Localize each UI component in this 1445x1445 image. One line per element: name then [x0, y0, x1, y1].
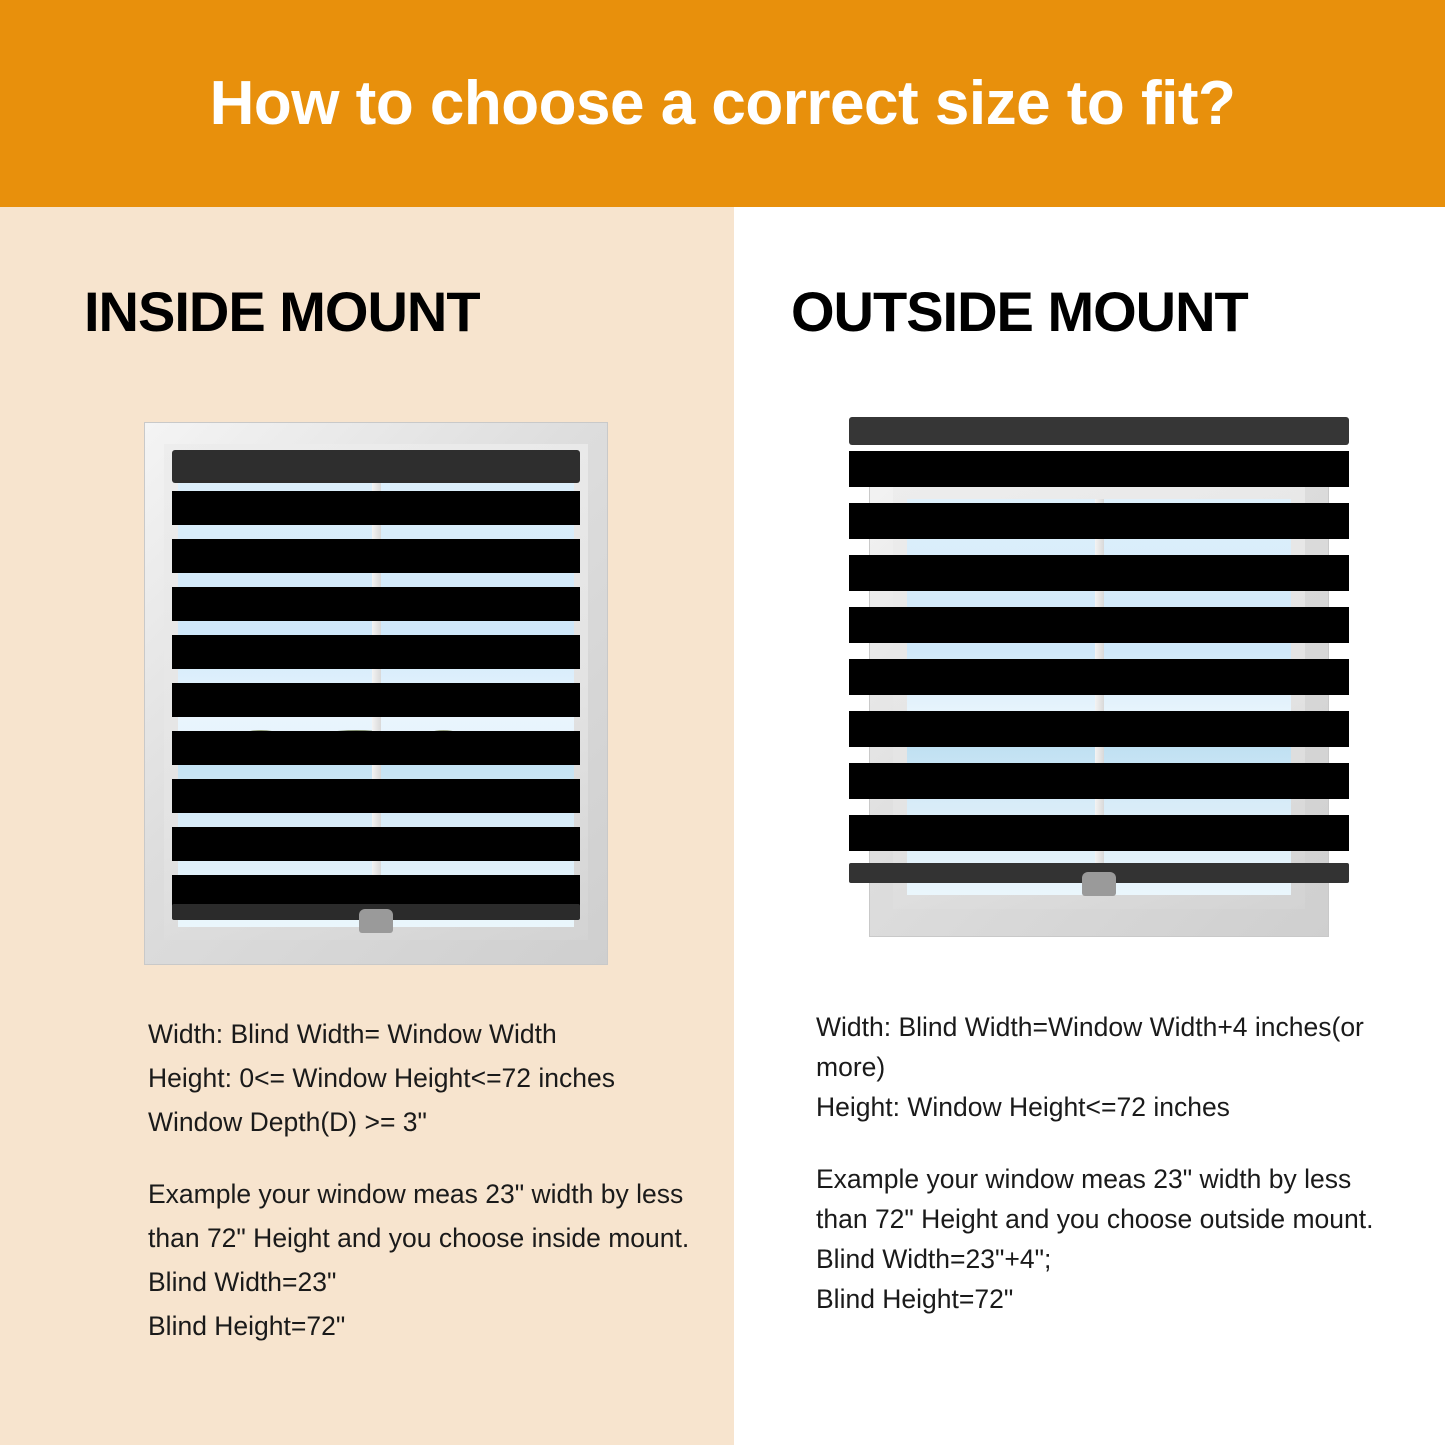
- blind-slat: [849, 451, 1349, 487]
- spec-line: Width: Blind Width=Window Width+4 inches(or more): [816, 1012, 1364, 1082]
- blind-bottom-rail: [849, 863, 1349, 883]
- panels-container: [0, 207, 1445, 1445]
- example-line: Blind Width=23"+4";: [816, 1244, 1052, 1274]
- example-line: Example your window meas 23" width by less than 72" Height and you choose outside mount.: [816, 1164, 1374, 1234]
- header-banner: [0, 0, 1445, 207]
- blind-slat: [849, 555, 1349, 591]
- panel-outside-mount: [734, 207, 1445, 1445]
- spacer: [148, 1144, 708, 1172]
- specs-inside-mount: [148, 1012, 708, 1348]
- panel-title-inside-mount: INSIDE MOUNT: [84, 280, 480, 343]
- blind-slat: [849, 815, 1349, 851]
- spec-line: Height: 0<= Window Height<=72 inches: [148, 1063, 615, 1093]
- blind-valance: [172, 450, 580, 483]
- spec-line: Width: Blind Width= Window Width: [148, 1019, 557, 1049]
- blind-slat: [849, 607, 1349, 643]
- blind-slats: [849, 445, 1349, 857]
- spec-line: Window Depth(D) >= 3": [148, 1107, 427, 1137]
- blind-slat: [849, 503, 1349, 539]
- window-illustration-inside-mount: [144, 422, 608, 965]
- zebra-blind-inside: [172, 450, 580, 920]
- blind-pull-handle: [359, 909, 393, 933]
- blind-slat: [849, 763, 1349, 799]
- blind-slat: [849, 711, 1349, 747]
- example-line: Example your window meas 23" width by less than 72" Height and you choose inside mount.: [148, 1179, 690, 1253]
- example-line: Blind Width=23": [148, 1267, 337, 1297]
- blind-slat: [849, 659, 1349, 695]
- zebra-blind-outside: [849, 417, 1349, 883]
- blind-slat: [172, 491, 580, 525]
- blind-slat: [172, 731, 580, 765]
- panel-inside-mount: [0, 207, 734, 1445]
- example-line: Blind Height=72": [816, 1284, 1014, 1314]
- blind-slat: [172, 635, 580, 669]
- blind-slat: [172, 779, 580, 813]
- blind-bottom-rail: [172, 904, 580, 920]
- blind-valance: [849, 417, 1349, 445]
- page-title: How to choose a correct size to fit?: [209, 69, 1236, 138]
- spacer: [816, 1127, 1376, 1159]
- blind-slat: [172, 827, 580, 861]
- panel-title-outside-mount: OUTSIDE MOUNT: [791, 280, 1248, 343]
- spec-line: Height: Window Height<=72 inches: [816, 1092, 1230, 1122]
- window-illustration-outside-mount: [849, 417, 1349, 967]
- blind-slat: [172, 587, 580, 621]
- specs-outside-mount: [816, 1007, 1376, 1319]
- blind-pull-handle: [1082, 872, 1116, 896]
- blind-slat: [172, 683, 580, 717]
- blind-slat: [172, 539, 580, 573]
- blind-slats: [172, 483, 580, 898]
- example-line: Blind Height=72": [148, 1311, 346, 1341]
